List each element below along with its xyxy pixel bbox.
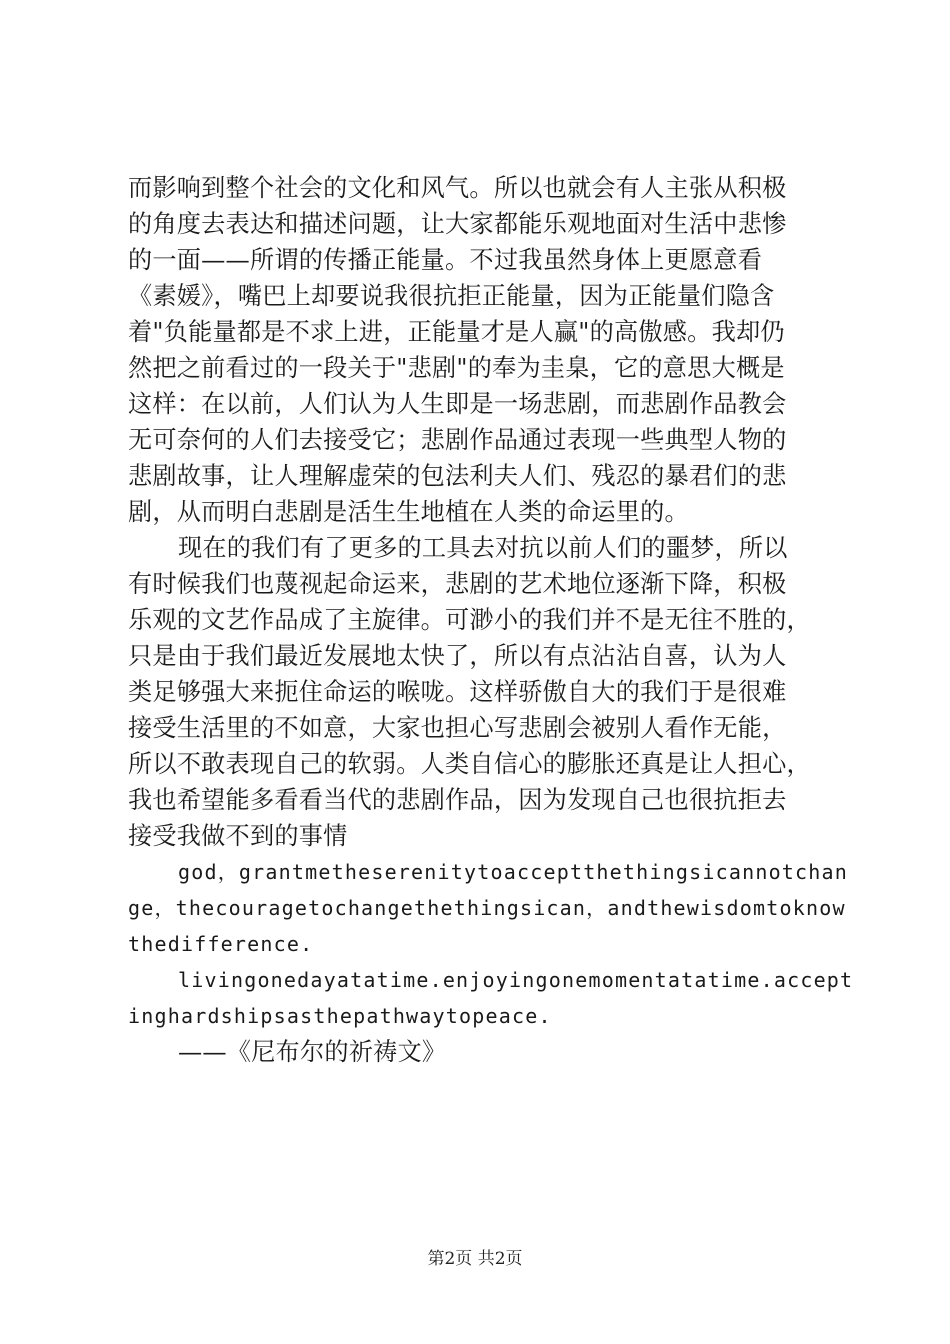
text-line: 无可奈何的人们去接受它；悲剧作品通过表现一些典型人物的 bbox=[128, 426, 787, 454]
document-body bbox=[128, 170, 854, 1070]
text-line: 悲剧故事，让人理解虚荣的包法利夫人们、残忍的暴君们的悲 bbox=[128, 462, 787, 490]
paragraph-start-line: 现在的我们有了更多的工具去对抗以前人们的噩梦，所以 bbox=[178, 534, 788, 562]
text-line: 接受生活里的不如意，大家也担心写悲剧会被别人看作无能， bbox=[128, 714, 787, 742]
text-line: 的一面——所谓的传播正能量。不过我虽然身体上更愿意看 bbox=[128, 246, 763, 274]
text-line: 然把之前看过的一段关于"悲剧"的奉为圭臬，它的意思大概是 bbox=[128, 354, 785, 382]
text-line: 只是由于我们最近发展地太快了，所以有点沾沾自喜，认为人 bbox=[128, 642, 787, 670]
prayer-attribution: ——《尼布尔的祈祷文》 bbox=[178, 1038, 447, 1066]
prayer-line: inghardshipsasthepathwaytopeace. bbox=[128, 1004, 552, 1028]
text-line: 有时候我们也蔑视起命运来，悲剧的艺术地位逐渐下降，积极 bbox=[128, 570, 787, 598]
prayer-line: thedifference. bbox=[128, 932, 314, 956]
prayer-line: livingonedayatatime.enjoyingonemomentatatime.accept bbox=[178, 968, 854, 992]
text-line: 《素媛》，嘴巴上却要说我很抗拒正能量，因为正能量们隐含 bbox=[128, 282, 775, 310]
text-line: 这样：在以前，人们认为人生即是一场悲剧，而悲剧作品教会 bbox=[128, 390, 787, 418]
prayer-line: ge，thecouragetochangethethingsican，andthewisdomtoknow bbox=[128, 896, 846, 920]
text-line: 接受我做不到的事情 bbox=[128, 822, 348, 850]
page-number-footer: 第2页 共2页 bbox=[427, 1249, 523, 1269]
text-line: 类足够强大来扼住命运的喉咙。这样骄傲自大的我们于是很难 bbox=[128, 678, 787, 706]
text-line: 我也希望能多看看当代的悲剧作品，因为发现自己也很抗拒去 bbox=[128, 786, 787, 814]
text-line: 乐观的文艺作品成了主旋律。可渺小的我们并不是无往不胜的， bbox=[128, 606, 811, 634]
text-line: 而影响到整个社会的文化和风气。所以也就会有人主张从积极 bbox=[128, 174, 787, 202]
text-line: 所以不敢表现自己的软弱。人类自信心的膨胀还真是让人担心， bbox=[128, 750, 811, 778]
prayer-line: god，grantmetheserenitytoacceptthethingsicannotchan bbox=[178, 860, 849, 884]
text-line: 着"负能量都是不求上进，正能量才是人赢"的高傲感。我却仍 bbox=[128, 318, 785, 346]
text-line: 的角度去表达和描述问题，让大家都能乐观地面对生活中悲惨 bbox=[128, 210, 787, 238]
text-line: 剧，从而明白悲剧是活生生地植在人类的命运里的。 bbox=[128, 498, 689, 526]
